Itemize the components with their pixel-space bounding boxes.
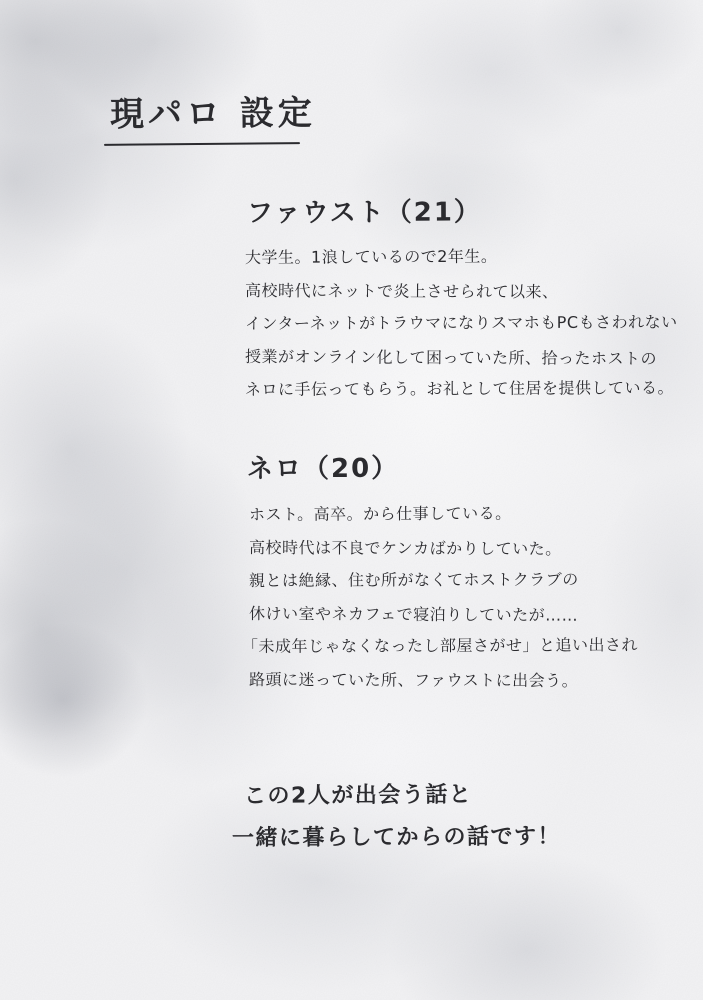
handwritten-line: 高校時代にネットで炎上させられて以来、: [244, 281, 559, 302]
handwritten-line: この2人が出会う話と: [243, 782, 473, 809]
handwritten-line: 授業がオンライン化して困っていた所、拾ったホストの: [244, 347, 658, 369]
handwritten-line: 路頭に迷っていた所、ファウストに出会う。: [248, 670, 579, 691]
handwritten-line: 「未成年じゃなくなったし部屋さがせ」と追い出され: [241, 635, 639, 656]
closing-note: [231, 776, 562, 860]
handwritten-line: 親とは絶縁、住む所がなくてホストクラブの: [248, 569, 579, 590]
character-description-faust: [245, 241, 678, 406]
handwritten-line: 一緒に暮らしてからの話です！: [231, 824, 562, 851]
handwritten-line: 大学生。1浪しているので2年生。: [244, 246, 498, 267]
character-description-nero: [241, 498, 639, 696]
character-heading-faust: ファウスト（21）: [246, 197, 482, 229]
handwritten-line: ホスト。高卒。から仕事している。: [248, 503, 512, 524]
handwritten-line: 高校時代は不良でケンカばかりしていた。: [248, 538, 562, 559]
handwritten-line: 休けい室やネカフェで寝泊りしていたが……: [248, 604, 579, 625]
page-title: 現パロ 設定: [109, 93, 317, 135]
handwritten-line: インターネットがトラウマになりスマホもPCもさわれない: [244, 312, 678, 333]
character-heading-nero: ネロ（20）: [246, 453, 400, 485]
handwritten-line: ネロに手伝ってもらう。お礼として住居を提供している。: [244, 378, 675, 399]
